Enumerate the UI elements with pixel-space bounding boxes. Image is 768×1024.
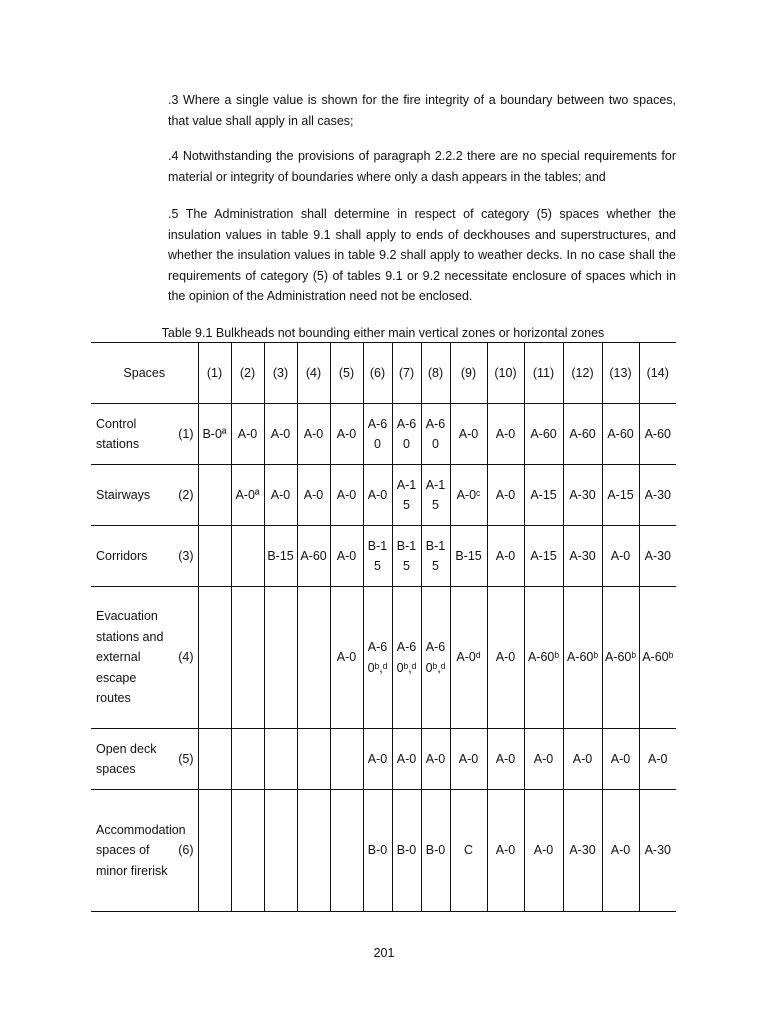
table-cell: A-0 [450, 404, 487, 465]
table-cell: A-60ᵇ [563, 587, 602, 729]
table-cell [297, 790, 330, 912]
column-header: (6) [363, 343, 392, 404]
table-cell [198, 790, 231, 912]
table-cell: B-15 [363, 526, 392, 587]
table-cell: A-0 [602, 790, 639, 912]
table-cell: A-30 [639, 465, 676, 526]
table-cell: A-60ᵇ,ᵈ [392, 587, 421, 729]
table-cell: A-30 [563, 526, 602, 587]
table-cell: A-60 [639, 404, 676, 465]
table-cell: A-0 [264, 404, 297, 465]
table-cell: A-0 [487, 526, 524, 587]
table-cell: A-60ᵇ,ᵈ [363, 587, 392, 729]
table-cell: A-0 [524, 790, 563, 912]
row-number: (5) [171, 729, 198, 790]
table-cell: A-60ᵇ,ᵈ [421, 587, 450, 729]
table-cell [198, 587, 231, 729]
table-body [91, 404, 676, 912]
table-cell: A-0 [487, 790, 524, 912]
table-cell: A-0 [363, 465, 392, 526]
table-cell: B-15 [421, 526, 450, 587]
table-cell: A-0 [330, 465, 363, 526]
table-cell: A-0 [450, 729, 487, 790]
row-number: (2) [171, 465, 198, 526]
table-cell [330, 790, 363, 912]
table-cell [198, 729, 231, 790]
table-cell: A-60ᵇ [602, 587, 639, 729]
table-cell: A-60ᵇ [639, 587, 676, 729]
table-cell: A-0 [330, 587, 363, 729]
spaces-header: Spaces [91, 343, 198, 404]
page-number: 201 [373, 946, 395, 960]
table-cell [297, 729, 330, 790]
table-cell [231, 587, 264, 729]
row-space-label: Control stations [91, 404, 171, 465]
table-cell [231, 526, 264, 587]
table-cell: A-15 [392, 465, 421, 526]
table-cell: A-0 [330, 404, 363, 465]
column-header: (5) [330, 343, 363, 404]
table-cell: A-60 [392, 404, 421, 465]
column-header: (2) [231, 343, 264, 404]
paragraph-5: .5 The Administration shall determine in respect of category (5) spaces whether the insulation values in table 9.1 shall apply to ends of deckhouses and superstructures, and whether the insulation values in table 9.2 shall apply to weather decks. In no case shall the requirements of category (5) of tables 9.1 or 9.2 necessitate enclosure of spaces which in the opinion of the Administration need not be enclosed. [168, 207, 676, 303]
table-cell: A-0ᵈ [450, 587, 487, 729]
table-cell: A-0 [297, 404, 330, 465]
table-row [91, 729, 676, 790]
paragraph-3: .3 Where a single value is shown for the fire integrity of a boundary between two spaces, that value shall apply in all cases; [168, 93, 676, 128]
row-space-label: Accommodation spaces of minor firerisk [91, 790, 171, 912]
table-cell [231, 729, 264, 790]
table-cell: B-15 [264, 526, 297, 587]
table-cell: B-15 [450, 526, 487, 587]
table-cell [264, 729, 297, 790]
column-header: (1) [198, 343, 231, 404]
row-number: (4) [171, 587, 198, 729]
table-cell: A-0 [563, 729, 602, 790]
column-header: (10) [487, 343, 524, 404]
table-cell [264, 587, 297, 729]
column-header: (7) [392, 343, 421, 404]
table-cell: A-60 [363, 404, 392, 465]
column-header: (13) [602, 343, 639, 404]
table-cell: A-15 [524, 465, 563, 526]
table-cell: A-30 [639, 526, 676, 587]
column-header: (11) [524, 343, 563, 404]
table-cell [231, 790, 264, 912]
column-header: (8) [421, 343, 450, 404]
column-header: (12) [563, 343, 602, 404]
table-cell: A-30 [563, 790, 602, 912]
table-cell: B-0 [392, 790, 421, 912]
table-cell: A-0 [487, 465, 524, 526]
column-header: (3) [264, 343, 297, 404]
table-cell: A-0 [602, 526, 639, 587]
table-cell: A-60 [563, 404, 602, 465]
table-row [91, 526, 676, 587]
bulkheads-table [91, 342, 676, 912]
table-cell: A-0 [264, 465, 297, 526]
table-cell: A-15 [524, 526, 563, 587]
table-cell [297, 587, 330, 729]
table-cell: A-60 [297, 526, 330, 587]
table-cell: A-60 [421, 404, 450, 465]
table-cell: A-0 [392, 729, 421, 790]
table-cell: B-15 [392, 526, 421, 587]
header-row [91, 343, 676, 404]
table-cell: A-0 [421, 729, 450, 790]
table-cell: A-0 [524, 729, 563, 790]
row-space-label: Evacuation stations and external escape routes [91, 587, 171, 729]
table-row [91, 465, 676, 526]
table-cell: A-30 [639, 790, 676, 912]
table-cell: A-30 [563, 465, 602, 526]
paragraph-4: .4 Notwithstanding the provisions of paragraph 2.2.2 there are no special requirements for material or integrity of boundaries where only a dash appears in the tables; and [168, 149, 676, 184]
table-row [91, 404, 676, 465]
table-cell: A-0 [487, 587, 524, 729]
row-number: (3) [171, 526, 198, 587]
table-cell: A-0 [363, 729, 392, 790]
table-caption: Table 9.1 Bulkheads not bounding either main vertical zones or horizontal zones [161, 326, 605, 340]
table-cell: B-0 [421, 790, 450, 912]
table-cell: A-0 [231, 404, 264, 465]
table-cell: C [450, 790, 487, 912]
table-cell: A-0 [330, 526, 363, 587]
column-header: (9) [450, 343, 487, 404]
column-header: (14) [639, 343, 676, 404]
table-cell: A-0ᶜ [450, 465, 487, 526]
table-row [91, 790, 676, 912]
table-cell: A-60 [602, 404, 639, 465]
table-cell: A-60 [524, 404, 563, 465]
table-cell: B-0ª [198, 404, 231, 465]
table-cell: B-0 [363, 790, 392, 912]
row-space-label: Stairways [91, 465, 171, 526]
row-space-label: Open deck spaces [91, 729, 171, 790]
table-cell [264, 790, 297, 912]
table-cell: A-0 [487, 729, 524, 790]
table-cell: A-0 [487, 404, 524, 465]
row-space-label: Corridors [91, 526, 171, 587]
table-cell: A-15 [421, 465, 450, 526]
table-cell [330, 729, 363, 790]
table-cell: A-0 [639, 729, 676, 790]
table-cell: A-0 [297, 465, 330, 526]
table-cell: A-60ᵇ [524, 587, 563, 729]
table-cell: A-0ª [231, 465, 264, 526]
row-number: (1) [171, 404, 198, 465]
column-header: (4) [297, 343, 330, 404]
table-cell [198, 526, 231, 587]
table-row [91, 587, 676, 729]
table-cell: A-0 [602, 729, 639, 790]
table-cell [198, 465, 231, 526]
row-number: (6) [171, 790, 198, 912]
table-cell: A-15 [602, 465, 639, 526]
